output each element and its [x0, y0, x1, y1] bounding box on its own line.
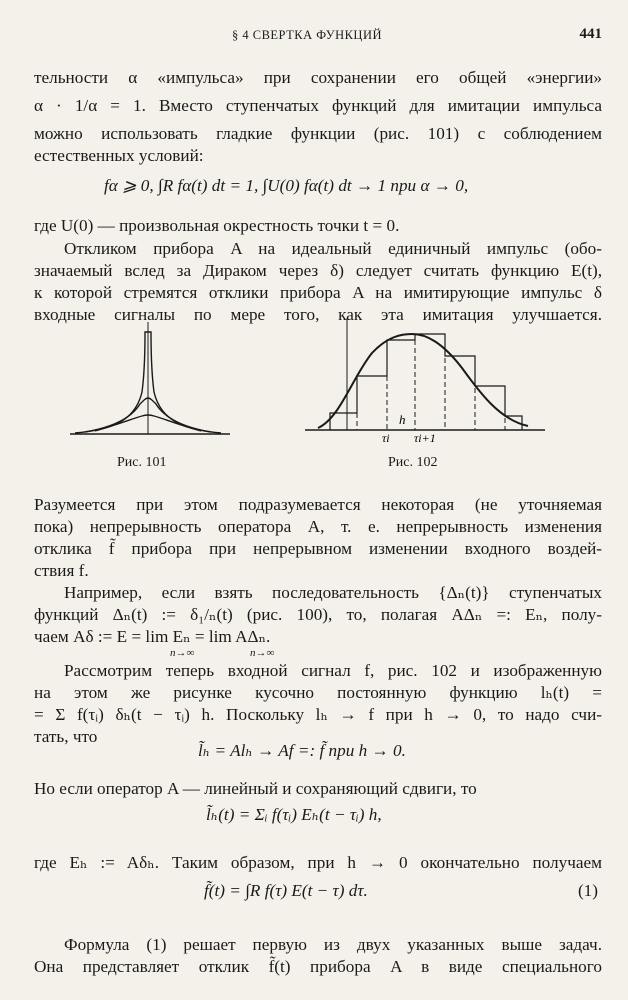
fig102-step-function: [330, 334, 522, 430]
equation-convolution: f̃(t) = ∫R f(τ) E(t − τ) dτ.: [204, 881, 368, 900]
running-title: § 4 СВЕРТКА ФУНКЦИЙ: [232, 28, 383, 42]
fig102-label-h: h: [399, 412, 406, 427]
fig102-signal-curve: [318, 334, 528, 428]
text-line-17: Рассмотрим теперь входной сигнал f, рис. 102 и изображенную: [64, 661, 602, 680]
limit-subscript-2: n→∞: [250, 647, 275, 659]
text-line-3: можно использовать гладкие функции (рис. 101) с соблюдением: [34, 124, 602, 143]
text-line-19: = Σ f(τᵢ) δₕ(t − τᵢ) h. Поскольку lₕ → f при h → 0, то надо счи-: [34, 705, 602, 724]
text-line-4: естественных условий:: [34, 146, 204, 165]
text-line-20: тать, что: [34, 727, 98, 746]
text-line-23: Формула (1) решает первую из двух указанных выше задач.: [64, 935, 602, 954]
figure-102-caption: Рис. 102: [388, 455, 438, 470]
text-line-12: отклика f̃ прибора при непрерывном изменении входного воздей-: [34, 539, 602, 558]
text-line-14: Например, если взять последовательность {Δₙ(t)} ступенчатых: [64, 583, 602, 602]
text-line-1: тельности α «импульса» при сохранении его общей «энергии»: [34, 68, 602, 87]
equation-number: (1): [577, 881, 598, 900]
text-line-21: Но если оператор A — линейный и сохраняющий сдвиги, то: [34, 779, 477, 798]
fig102-label-tau-i1: τi+1: [414, 431, 436, 445]
equation-conditions: fα ⩾ 0, ∫R fα(t) dt = 1, ∫U(0) fα(t) dt → 1 при α → 0,: [104, 176, 469, 195]
text-line-7: значаемый вслед за Дираком через δ) следует считать функцию E(t),: [34, 261, 602, 280]
text-line-10: Разумеется при этом подразумевается некоторая (не уточняемая: [34, 495, 602, 514]
text-line-15: функций Δₙ(t) := δ₁/ₙ(t) (рис. 100), то, полагая AΔₙ =: Eₙ, полу-: [34, 605, 602, 624]
figure-102: [300, 318, 550, 450]
text-line-2: α · 1/α = 1. Вместо ступенчатых функций для имитации импульса: [34, 96, 602, 115]
figure-101-caption: Рис. 101: [117, 455, 167, 470]
fig102-dashed-verticals: [357, 334, 505, 430]
figure-101: [70, 322, 230, 442]
text-line-22: где Eₕ := Aδₕ. Таким образом, при h → 0 окончательно получаем: [34, 853, 602, 872]
text-line-18: на этом же рисунке кусочно постоянную функцию lₕ(t) =: [34, 683, 602, 702]
text-line-6: Откликом прибора A на идеальный единичный импульс (обо-: [64, 239, 602, 258]
text-line-5: где U(0) — произвольная окрестность точки t = 0.: [34, 216, 400, 235]
text-line-9: входные сигналы по мере того, как эта имитация улучшается.: [34, 305, 602, 324]
equation-limit: l̃ₕ = Alₕ → Af =: f̃ при h → 0.: [198, 741, 406, 760]
text-line-24: Она представляет отклик f̃(t) прибора A в виде специального: [34, 957, 602, 976]
fig102-label-tau-i: τi: [382, 431, 390, 445]
text-line-8: к которой стремятся отклики прибора A на имитирующие импульс δ: [34, 283, 602, 302]
limit-subscript-1: n→∞: [170, 647, 195, 659]
text-line-11: пока) непрерывность оператора A, т. е. непрерывность изменения: [34, 517, 602, 536]
page-number: 441: [579, 26, 602, 42]
text-line-16: чаем Aδ := E = lim Eₙ = lim AΔₙ.: [34, 627, 271, 646]
text-line-13: ствия f.: [34, 561, 89, 580]
equation-sum-response: l̃ₕ(t) = Σᵢ f(τᵢ) Eₕ(t − τᵢ) h,: [206, 805, 382, 824]
